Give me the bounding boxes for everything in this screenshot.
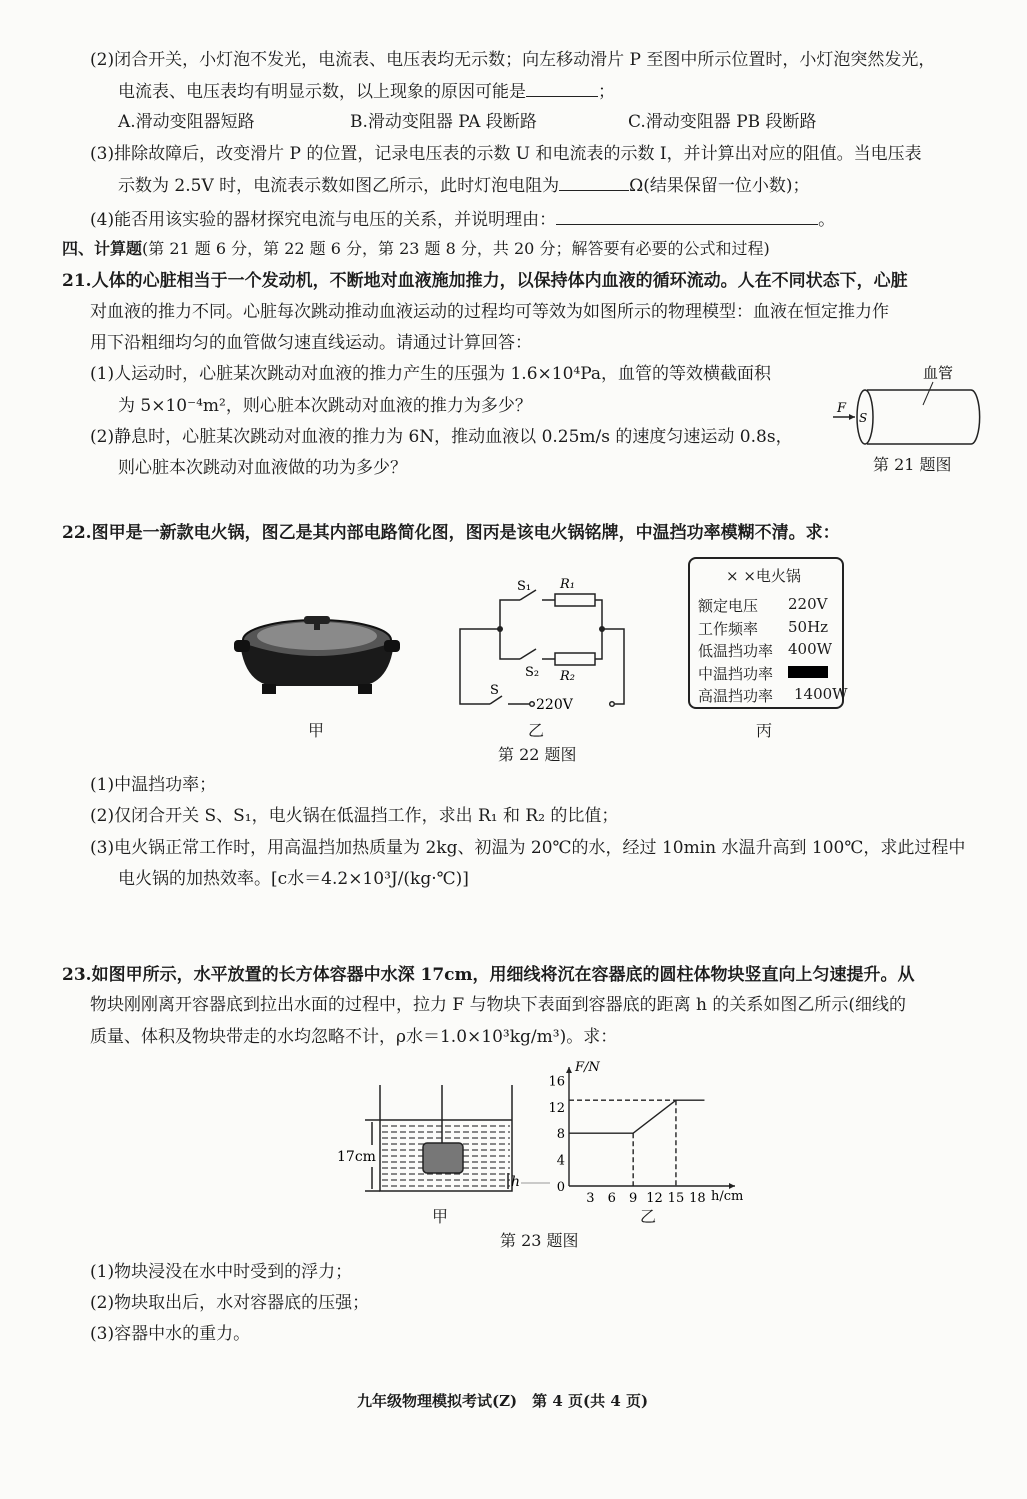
q20-part3-line2 (118, 174, 809, 197)
voltage-label: 220V (536, 697, 573, 712)
x-tick-label: 18 (689, 1191, 706, 1205)
q20-option-a: A.滑动变阻器短路 (118, 112, 255, 132)
h-label: h (511, 1174, 521, 1190)
y-tick-label: 0 (556, 1180, 565, 1195)
nameplate-label: 工作频率 (698, 620, 759, 638)
q20-part3-text: 示数为 2.5V 时，电流表示数如图乙所示，此时灯泡电阻为 (118, 176, 560, 196)
q22-intro: 22.图甲是一新款电火锅，图乙是其内部电路简化图，图丙是该电火锅铭牌，中温挡功率模糊不清。求： (62, 523, 840, 543)
punct: ； (598, 82, 615, 102)
vessel-label: 血管 (923, 364, 954, 382)
q20-part3-end: Ω(结果保留一位小数)； (629, 176, 810, 196)
hotpot-image (232, 600, 402, 700)
q23-part3: (3)容器中水的重力。 (90, 1324, 251, 1344)
q23-intro-line3: 质量、体积及物块带走的水均忽略不计，ρ水＝1.0×10³kg/m³)。求： (90, 1027, 618, 1047)
y-tick-label: 4 (556, 1153, 565, 1169)
nameplate-value: 50Hz (788, 618, 829, 636)
x-tick-label: 9 (629, 1191, 638, 1205)
answer-blank (559, 174, 629, 191)
q21-intro-line3: 用下沿粗细均匀的血管做匀速直线运动。请通过计算回答： (90, 333, 532, 353)
section-heading (62, 238, 770, 260)
nameplate-label: 高温挡功率 (698, 687, 774, 705)
section-note: (第 21 题 6 分，第 22 题 6 分，第 23 题 8 分，共 20 分；解答要有必要的公式和过程) (142, 239, 770, 258)
q22-figure-caption: 第 22 题图 (498, 745, 577, 764)
x-tick-label: 3 (586, 1191, 595, 1205)
q20-part2-line2 (118, 80, 615, 103)
nameplate-value: 400W (788, 640, 833, 658)
answer-blank (526, 80, 598, 97)
q23-intro-line1: 23.如图甲所示，水平放置的长方体容器中水深 17cm，用细线将沉在容器底的圆柱体物块竖直向上匀速提升。从 (62, 965, 915, 985)
resistor-r2-label: R₂ (560, 669, 575, 684)
switch-s1-label: S₁ (517, 579, 532, 594)
hotpot-label: 甲 (308, 721, 325, 740)
q21-part2-line2: 则心脏本次跳动对血液做的功为多少？ (118, 458, 407, 478)
water-tank-figure (335, 1085, 550, 1195)
q21-part1-line1: (1)人运动时，心脏某次跳动对血液的推力产生的压强为 1.6×10⁴Pa，血管的等效横截面积 (90, 364, 772, 384)
q21-part1-line2: 为 5×10⁻⁴m²，则心脏本次跳动对血液的推力为多少？ (118, 396, 532, 416)
nameplate-label: 低温挡功率 (698, 642, 774, 660)
q21-part2-line1: (2)静息时，心脏某次跳动对血液的推力为 6N，推动血液以 0.25m/s 的速度匀速运动 0.8s， (90, 427, 793, 447)
switch-s2-label: S₂ (525, 665, 540, 680)
x-tick-label: 6 (607, 1191, 616, 1205)
circuit-diagram (450, 572, 640, 712)
graph-label: 乙 (640, 1207, 657, 1226)
q20-part4 (90, 208, 835, 231)
x-tick-label: 12 (646, 1191, 663, 1205)
q20-part2-text: 电流表、电压表均有明显示数，以上现象的原因可能是 (118, 82, 526, 102)
switch-s-label: S (490, 683, 499, 698)
nameplate (688, 557, 848, 709)
q20-option-c: C.滑动变阻器 PB 段断路 (628, 112, 817, 132)
tank-label: 甲 (432, 1207, 449, 1226)
nameplate-title: × ×电火锅 (726, 567, 801, 585)
y-tick-label: 12 (548, 1100, 565, 1116)
q20-part4-text: (4)能否用该实验的器材探究电流与电压的关系，并说明理由： (90, 210, 557, 230)
q21-intro-line2: 对血液的推力不同。心脏每次跳动推动血液运动的过程均可等效为如图所示的物理模型：血液在恒定推力作 (90, 302, 889, 322)
x-axis-label: h/cm (711, 1189, 744, 1204)
nameplate-label: 中温挡功率 (698, 665, 774, 683)
page-footer: 九年级物理模拟考试(Z) 第 4 页(共 4 页) (357, 1392, 649, 1410)
q22-part3-line1: (3)电火锅正常工作时，用高温挡加热质量为 2kg、初温为 20℃的水，经过 10min 水温升高到 100℃，求此过程中 (90, 838, 966, 858)
q23-figure-caption: 第 23 题图 (500, 1231, 579, 1250)
q22-part1: (1)中温挡功率； (90, 775, 217, 795)
force-label: F (837, 401, 847, 416)
circuit-label: 乙 (528, 721, 545, 740)
section-title: 四、计算题 (62, 239, 143, 258)
q20-option-b: B.滑动变阻器 PA 段断路 (350, 112, 537, 132)
blood-vessel-figure (815, 360, 995, 455)
q21-intro-line1: 21.人体的心脏相当于一个发动机，不断地对血液施加推力，以保持体内血液的循环流动。人在不同状态下，心脏 (62, 271, 908, 291)
nameplate-label: 额定电压 (698, 597, 759, 615)
q21-figure-caption: 第 21 题图 (873, 455, 952, 474)
nameplate-value: 1400W (794, 685, 848, 703)
x-tick-label: 15 (667, 1191, 685, 1205)
y-tick-label: 16 (548, 1074, 565, 1090)
q22-part2: (2)仅闭合开关 S、S₁，电火锅在低温挡工作，求出 R₁ 和 R₂ 的比值； (90, 806, 619, 826)
resistor-r1-label: R₁ (560, 577, 575, 592)
q23-part1: (1)物块浸没在水中时受到的浮力； (90, 1262, 353, 1282)
q22-part3-line2: 电火锅的加热效率。[c水＝4.2×10³J/(kg·℃)] (118, 869, 469, 889)
depth-label: 17cm (337, 1149, 376, 1165)
q23-part2: (2)物块取出后，水对容器底的压强； (90, 1293, 370, 1313)
y-tick-label: 8 (556, 1127, 565, 1143)
y-axis-label: F/N (575, 1060, 600, 1075)
q20-part3-line1: (3)排除故障后，改变滑片 P 的位置，记录电压表的示数 U 和电流表的示数 I，并计算出对应的阻值。当电压表 (90, 144, 922, 164)
blurred-value (788, 666, 828, 678)
force-height-graph (535, 1055, 750, 1205)
nameplate-value: 220V (788, 595, 828, 613)
q20-part2-line1: (2)闭合开关，小灯泡不发光，电流表、电压表均无示数；向左移动滑片 P 至图中所示位置时，小灯泡突然发光， (90, 50, 936, 70)
force-curve-segment (633, 1100, 676, 1133)
q23-intro-line2: 物块刚刚离开容器底到拉出水面的过程中，拉力 F 与物块下表面到容器底的距离 h 的关系如图乙所示(细线的 (90, 995, 906, 1015)
answer-blank (556, 208, 818, 225)
punct: 。 (818, 210, 836, 230)
area-label: S (859, 411, 868, 425)
nameplate-label-bing: 丙 (756, 721, 773, 740)
